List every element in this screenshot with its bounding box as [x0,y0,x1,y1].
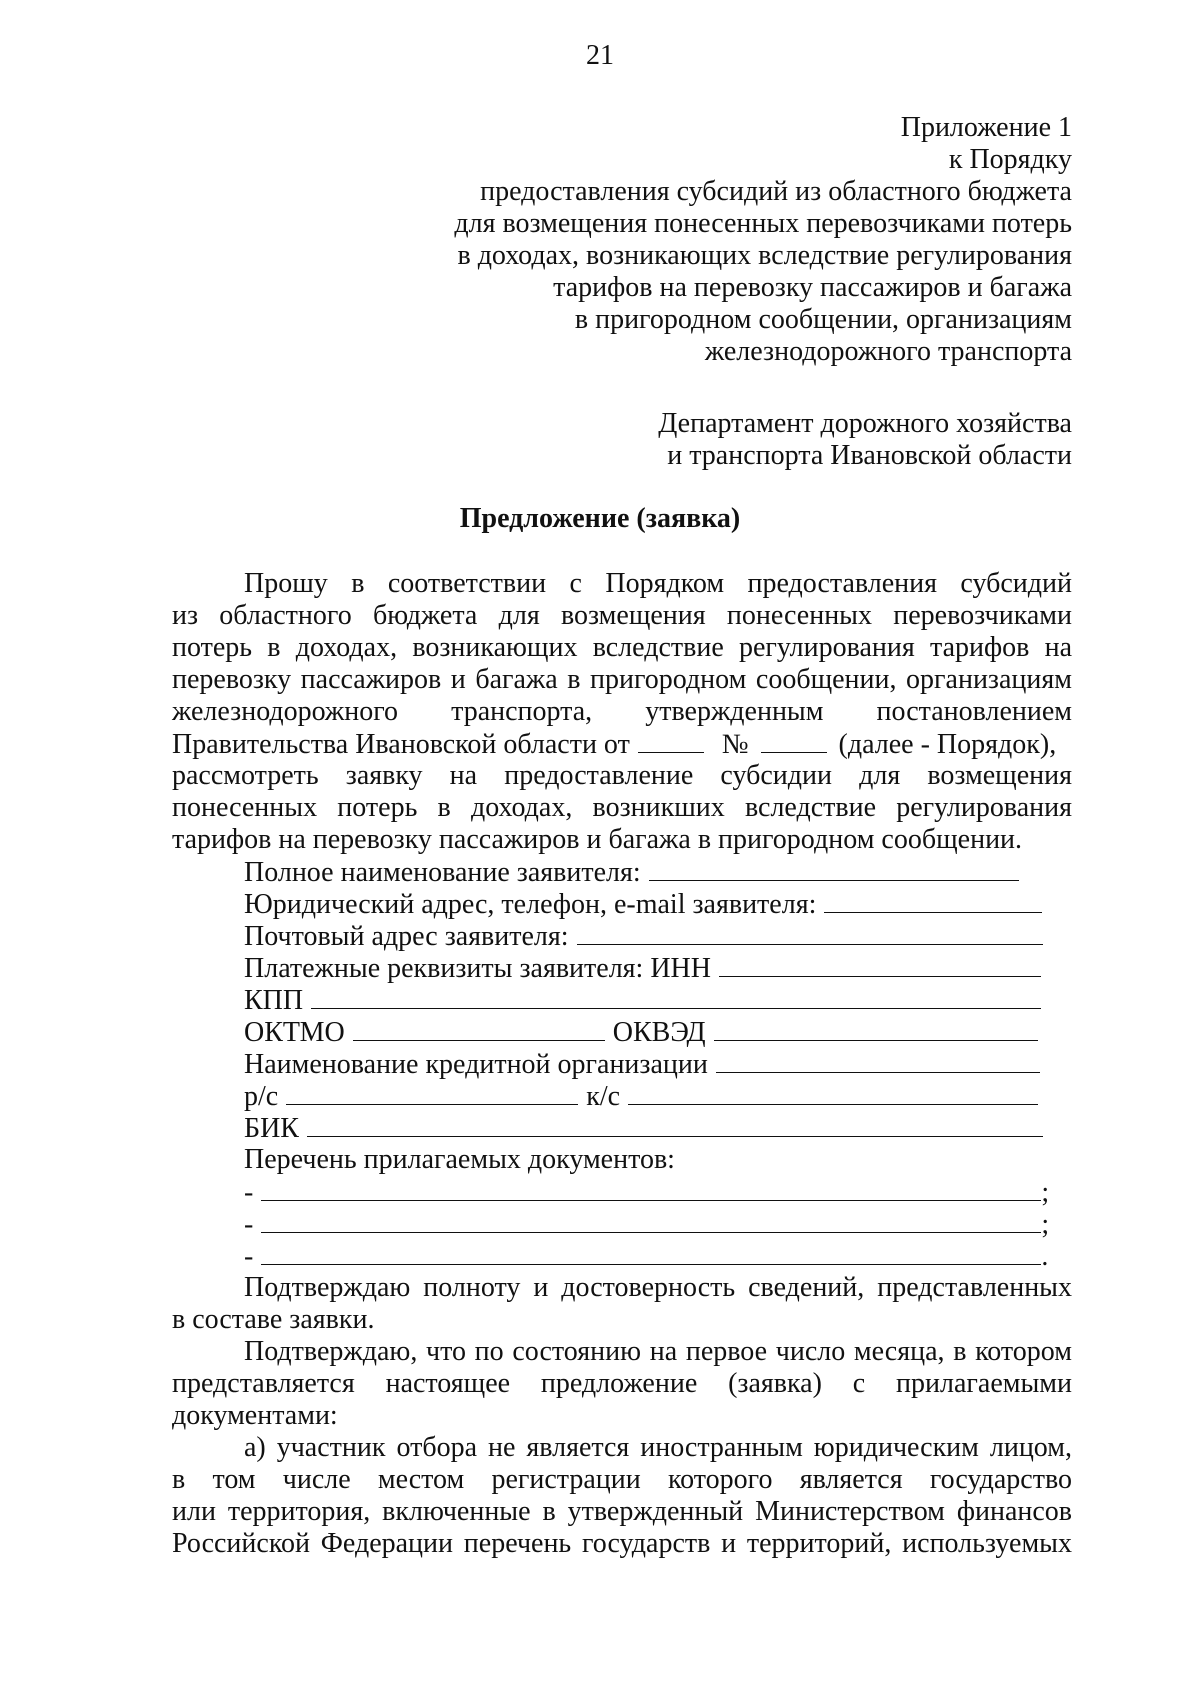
field-postal-address [172,920,1072,952]
document-item-dash: - [244,1241,254,1272]
appendix-line: для возмещения понесенных перевозчиками потерь [454,208,1072,239]
field-label: КПП [244,985,304,1016]
appendix-line: в пригородном сообщении, организациям [574,304,1072,335]
addressee-line: Департамент дорожного хозяйства [658,408,1072,439]
field-kpp [172,984,1072,1016]
appendix-line: предоставления субсидий из областного бюджета [480,176,1072,207]
paragraph-line: документами: [172,1400,338,1431]
okved-blank[interactable] [714,1016,1038,1041]
field-label: ОКТМО [244,1017,345,1048]
field-legal-address [172,888,1072,920]
postal-address-blank[interactable] [577,920,1043,945]
paragraph-line: потерь в доходах, возникающих вследствие регулирования тарифов на [172,632,1072,663]
field-label: к/с [586,1081,621,1112]
document-item-end: ; [1041,1177,1050,1208]
appendix-line: тарифов на перевозку пассажиров и багажа [553,272,1072,303]
addressee-line: и транспорта Ивановской области [667,440,1072,471]
paragraph-line: Подтверждаю полноту и достоверность сведений, представленных [244,1272,1072,1303]
field-full-name [172,856,1072,888]
field-label: Почтовый адрес заявителя: [244,921,569,952]
document-item-dash: - [244,1209,254,1240]
field-label: Перечень прилагаемых документов: [244,1144,675,1175]
ks-blank[interactable] [628,1080,1038,1105]
paragraph-line: в том числе местом регистрации которого является государство [172,1464,1072,1495]
appendix-line: к Порядку [948,144,1072,175]
appendix-line: в доходах, возникающих вследствие регулирования [457,240,1072,271]
field-bik [172,1112,1072,1144]
field-accounts [172,1080,1072,1112]
document-item [172,1176,1072,1208]
inn-blank[interactable] [719,952,1041,977]
document-item-blank[interactable] [261,1208,1041,1233]
document-item [172,1208,1072,1240]
appendix-header [372,112,1072,368]
document-body [172,568,1072,1560]
page-number: 21 [586,40,614,71]
field-label: ОКВЭД [612,1017,706,1048]
oktmo-blank[interactable] [353,1016,605,1041]
paragraph-line: Российской Федерации перечень государств и территорий, используемых [172,1528,1072,1559]
paragraph-line: Прошу в соответствии с Порядком предоставления субсидий [244,568,1072,599]
document-item-dash: - [244,1177,254,1208]
paragraph-line: тарифов на перевозку пассажиров и багажа в пригородном сообщении. [172,824,1023,855]
paragraph-line: из областного бюджета для возмещения понесенных перевозчиками [172,600,1072,631]
field-label: Наименование кредитной организации [244,1049,708,1080]
paragraph-line: в составе заявки. [172,1304,375,1335]
document-title: Предложение (заявка) [459,503,741,534]
reference-text: Правительства Ивановской области от [172,729,630,760]
resolution-number-blank[interactable] [761,728,827,753]
document-item-blank[interactable] [261,1176,1041,1201]
paragraph-line: а) участник отбора не является иностранным юридическим лицом, [244,1432,1072,1463]
field-payment-inn [172,952,1072,984]
legal-address-blank[interactable] [824,888,1042,913]
field-label: БИК [244,1113,299,1144]
number-sign: № [721,729,749,760]
field-bank-name [172,1048,1072,1080]
paragraph-line: перевозку пассажиров и багажа в пригородном сообщении, организациям [172,664,1072,695]
field-label: Юридический адрес, телефон, e-mail заявителя: [244,889,817,920]
document-item-end: . [1041,1241,1049,1272]
field-label: р/с [244,1081,279,1112]
addressee-block [372,408,1072,472]
field-documents-list [172,1144,1072,1176]
document-item-blank[interactable] [261,1240,1041,1265]
paragraph-line: понесенных потерь в доходах, возникших вследствие регулирования [172,792,1072,823]
document-item-end: ; [1041,1209,1050,1240]
paragraph-line: или территория, включенные в утвержденный Министерством финансов [172,1496,1072,1527]
paragraph-line: железнодорожного транспорта, утвержденным постановлением [172,696,1072,727]
appendix-line: железнодорожного транспорта [704,336,1072,367]
rs-blank[interactable] [286,1080,578,1105]
field-label: Платежные реквизиты заявителя: ИНН [244,953,711,984]
paragraph-line: представляется настоящее предложение (заявка) с прилагаемыми [172,1368,1072,1399]
appendix-line: Приложение 1 [900,112,1072,143]
reference-text-after: (далее - Порядок), [838,729,1057,760]
kpp-blank[interactable] [311,984,1041,1009]
field-oktmo-okved [172,1016,1072,1048]
full-name-blank[interactable] [649,856,1019,881]
bik-blank[interactable] [307,1112,1043,1137]
bank-name-blank[interactable] [716,1048,1040,1073]
field-label: Полное наименование заявителя: [244,857,641,888]
document-item [172,1240,1072,1272]
resolution-reference-line [172,728,1072,760]
paragraph-line: Подтверждаю, что по состоянию на первое число месяца, в котором [244,1336,1072,1367]
paragraph-line: рассмотреть заявку на предоставление субсидии для возмещения [172,760,1072,791]
resolution-date-blank[interactable] [638,728,704,753]
